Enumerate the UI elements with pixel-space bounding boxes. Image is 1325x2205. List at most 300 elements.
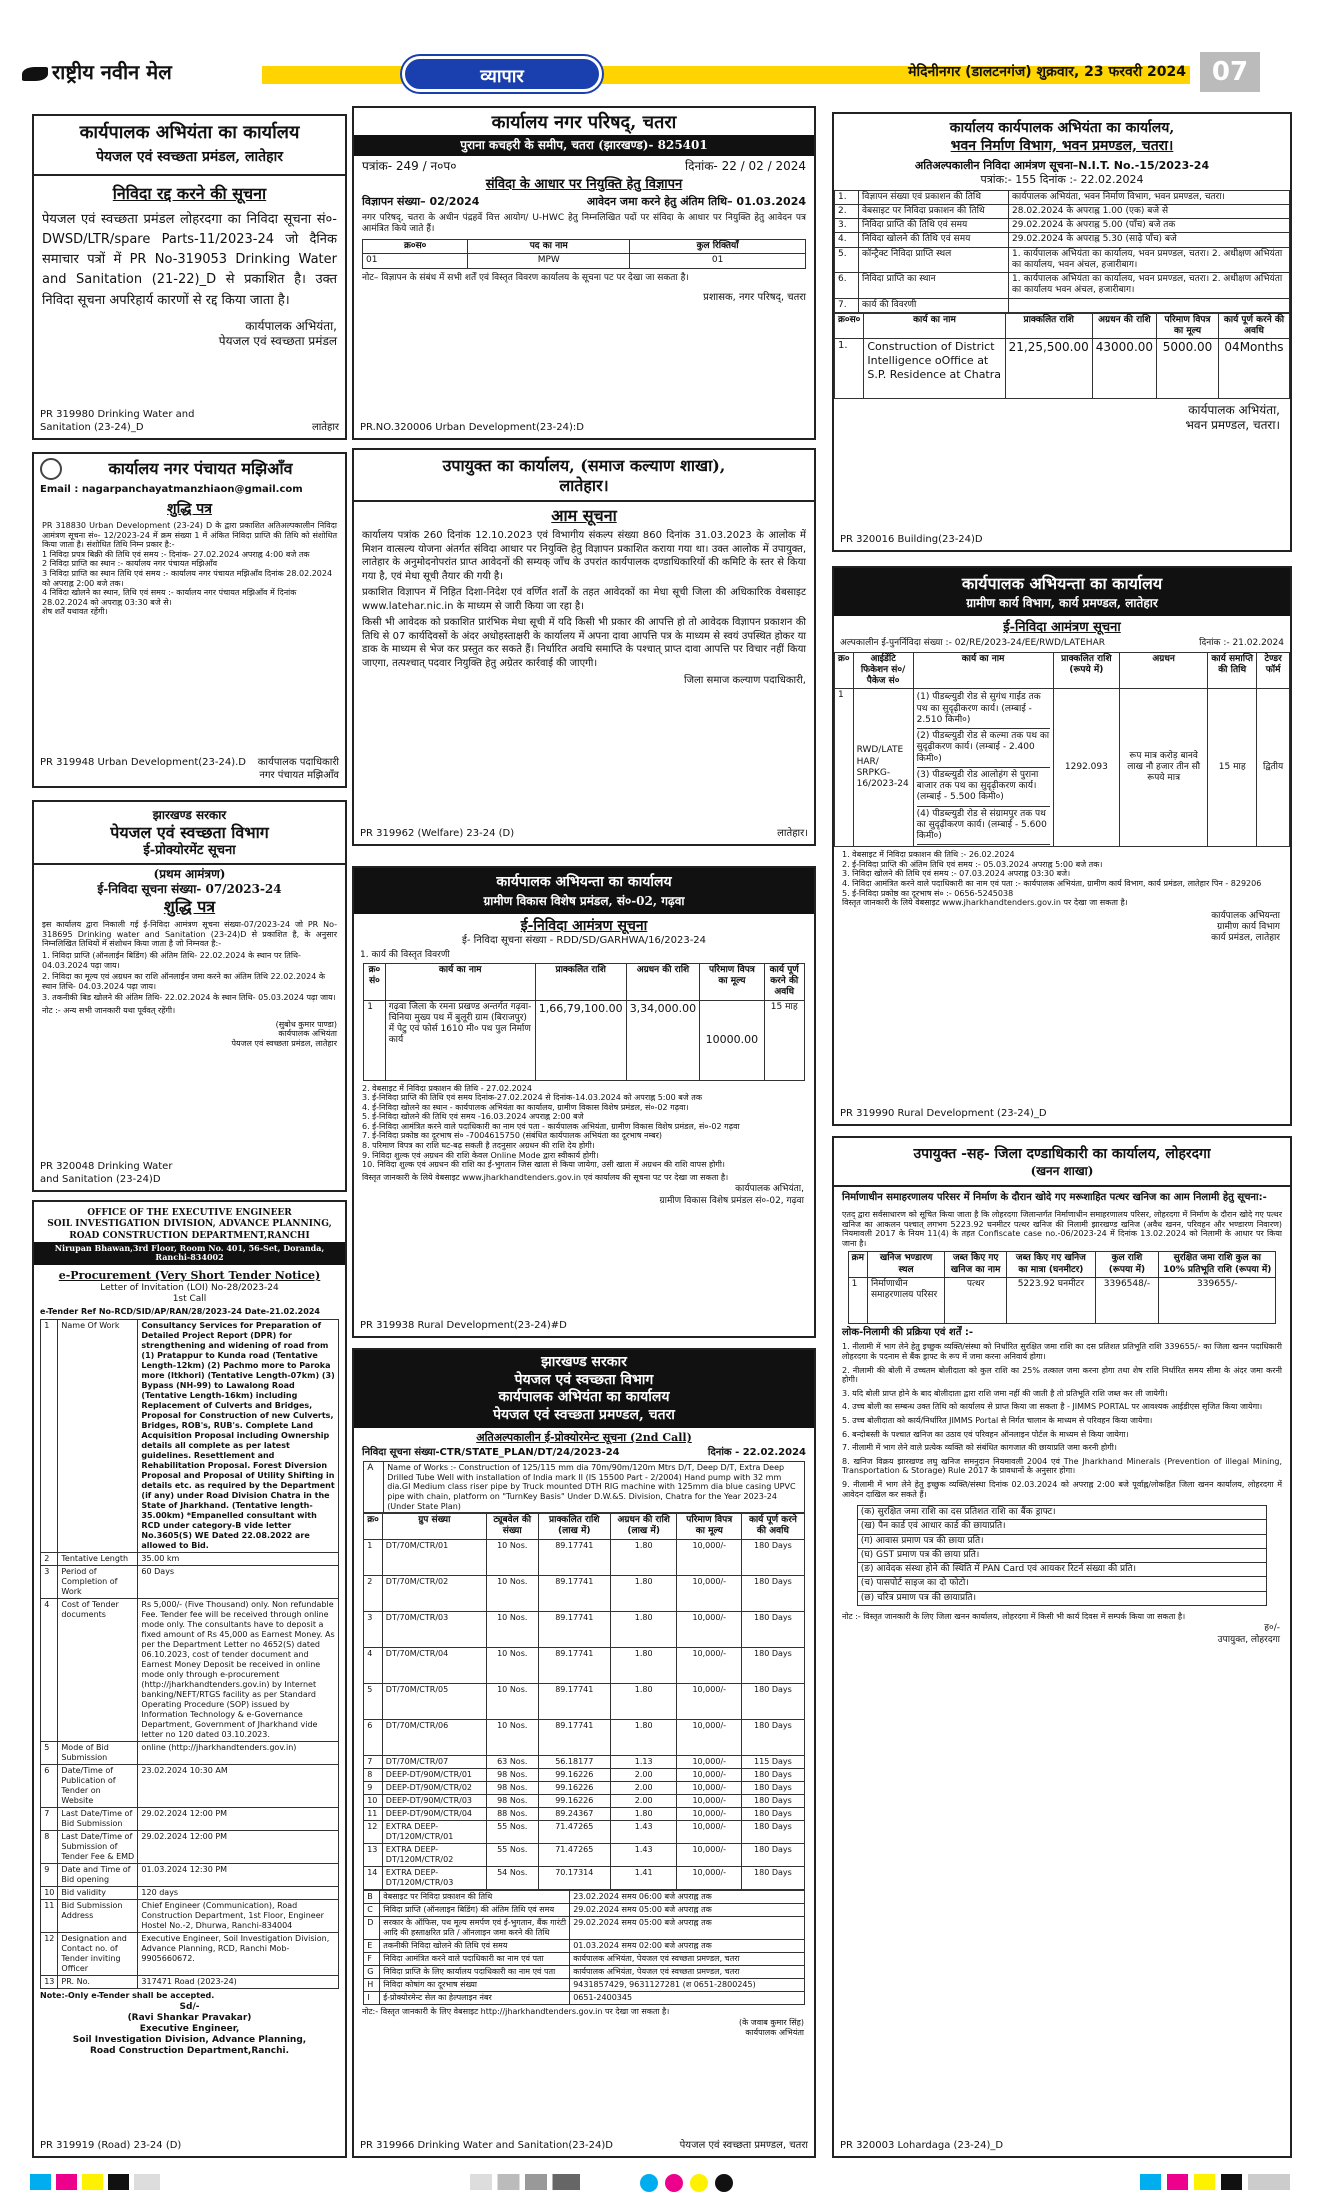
table-row (857, 1534, 1266, 1548)
table-cell: 1.80 (610, 1647, 677, 1683)
gov-label: झारखण्ड सरकार (541, 1354, 627, 1370)
date-line: मेदिनीनगर (डालटनगंज) शुक्रवार, 23 फरवरी 2024 (908, 64, 1186, 80)
table-cell: 180 Days (742, 1781, 805, 1794)
table-cell: 89.17741 (538, 1611, 610, 1647)
table-cell: (ङ) आवेदक संस्था होने की स्थिति में PAN Card एवं आयकर रिटर्न संख्या की प्रति। (857, 1563, 1266, 1577)
ad-footer (40, 2140, 339, 2153)
mineral-table (848, 1251, 1277, 1324)
vacancy-table (362, 239, 806, 269)
table-row (41, 1319, 339, 1552)
table-row (41, 1741, 339, 1764)
ad-footer (360, 422, 808, 435)
ad-subtitle: ROAD CONSTRUCTION DEPARTMENT,RANCHI (69, 1230, 310, 1241)
list-item: 10. निविदा शुल्क एवं अग्रधन की राशि का ई-भुगतान जिस खाता से किया जायेगा, उसी खाता में अग्रधन की राशि वापस होगी। (362, 1160, 725, 1170)
table-cell: 12 (364, 1820, 383, 1843)
table-cell: 3 (41, 1565, 58, 1598)
ad-rural-works-latehar (832, 566, 1292, 1126)
loi-number: Letter of Invitation (LOI) No-28/2023-24 (100, 1282, 279, 1293)
notice-heading: शुद्धि पत्र (163, 897, 216, 917)
table-row (364, 1952, 805, 1965)
table-cell: 55 Nos. (486, 1820, 538, 1843)
table-cell: 29.02.2024 12:00 PM (138, 1807, 338, 1830)
group-table (363, 1513, 805, 1890)
table-cell: 89.24367 (538, 1807, 610, 1820)
table-header: परिमाण विपत्र का मूल्य (677, 1514, 742, 1540)
signatory-line: Executive Engineer, (139, 2023, 240, 2034)
table-row (364, 1794, 805, 1807)
signatory-line: कार्यपालक अभियंता, (245, 318, 337, 333)
call-label: 1st Call (172, 1293, 207, 1304)
paper-name: राष्ट्रीय नवीन मेल (52, 60, 172, 84)
table-cell: 35.00 km (138, 1552, 338, 1565)
table-header: क्र०स० (363, 240, 468, 254)
table-row (41, 1899, 339, 1932)
table-cell: 9 (364, 1781, 383, 1794)
table-cell: DT/70M/CTR/03 (382, 1611, 486, 1647)
signatory-line: कार्यपालक पदाधिकारी (257, 757, 339, 768)
table-cell: निविदा खोलने की तिथि एवं समय (859, 233, 1009, 247)
table-cell: निर्माणाधीन समाहरणालय परिसर (867, 1277, 944, 1323)
table-cell: कार्यपालक अभियंता, पेयजल एवं स्वच्छता प्रमण्डल, चतरा (570, 1965, 805, 1978)
table-cell: 43000.00 (1092, 339, 1156, 399)
table-cell: 15 माह (1208, 689, 1257, 847)
table-cell: 10,000/- (677, 1843, 742, 1866)
table-header: क्र० (835, 652, 854, 689)
signatory-line: ग्रामीण कार्य विभाग (1217, 922, 1280, 933)
page-number: 07 (1200, 52, 1260, 92)
table-header: कार्य पूर्ण करने की अवधि (1218, 313, 1289, 339)
ad-footer (360, 1320, 808, 1333)
table-row (364, 1719, 805, 1755)
notice-heading: निर्माणाधीन समाहरणालय परिसर में निर्माण के दौरान खोदे गए मरूशाहित पत्थर खनिज का आम निलामी हेतु सूचना:- (842, 1191, 1267, 1203)
signatory-line: (सुबोध कुमार पाण्डा) (275, 1019, 337, 1029)
table-cell: DT/70M/CTR/02 (382, 1575, 486, 1611)
list-item: विस्तृत जानकारी के लिये वेबसाइट www.jharkhandtenders.gov.in पर देखा जा सकता है। (842, 898, 1128, 908)
table-cell: 10 (364, 1794, 383, 1807)
pr-number: PR 319990 Rural Development (23-24)_D (840, 1107, 1047, 1119)
ad-subtitle: लातेहार। (559, 476, 609, 495)
schedule-list (834, 847, 1290, 911)
table-cell: 1. कार्यपालक अभियंता का कार्यालय, भवन प्रमण्डल, चतरा। 2. अधीक्षण अभियंता का कार्यालय, भवन अंचल, हजारीबाग। (1009, 247, 1290, 273)
list-item: 7. नीलामी में भाग लेने वाले प्रत्येक व्यक्ति को संबंधित कागजात की छायाप्रति जमा करनी होगी। (842, 1443, 1117, 1453)
ad-subtitle: कार्यपालक अभियंता का कार्यालय (498, 1389, 670, 1405)
table-cell: 10,000/- (677, 1807, 742, 1820)
ad-footer (360, 2140, 808, 2153)
table-cell: 10,000/- (677, 1611, 742, 1647)
address-line: Nirupan Bhawan,3rd Floor, Room No. 401, 56-Set, Doranda, Ranchi-834002 (34, 1242, 345, 1265)
registration-dot (665, 2174, 683, 2192)
table-cell: 12 (41, 1932, 58, 1975)
notice-heading: निविदा रद्द करने की सूचना (112, 184, 267, 203)
list-item: 2. निविदा का मूल्य एवं अग्रधन का राशि ऑनलाईन जमा करने का अंतिम तिथि 22.02.2024 के स्थान तिथि- 04.03.2024 पढ़ा जाय। (42, 972, 325, 991)
table-cell: Date/Time of Publication of Tender on Website (58, 1764, 138, 1807)
table-cell: 2.00 (610, 1781, 677, 1794)
table-cell: 28.02.2024 के अपराह्न 1.00 (एक) बजे से (1009, 204, 1290, 218)
signatory-place: पेयजल एवं स्वच्छता प्रमण्डल, चतरा (679, 2139, 808, 2151)
table-cell: 180 Days (742, 1539, 805, 1575)
ad-bhawan-nirman-chatra (832, 112, 1292, 552)
section-label: व्यापार (402, 56, 602, 92)
ad-title: कार्यपालक अभियन्ता का कार्यालय (834, 568, 1290, 596)
table-header: अग्रधन की राशि (लाख में) (610, 1514, 677, 1540)
table-cell: 10,000/- (677, 1794, 742, 1807)
table-cell: वेबसाइट पर निविदा प्रकाशन की तिथि (859, 204, 1009, 218)
table-cell: ई-प्रोक्योरमेन्ट सेल का हेल्पलाइन नंबर (380, 1991, 570, 2004)
table-cell: 29.02.2024 समय 05:00 बजे अपराह्न तक (570, 1903, 805, 1916)
table-cell: 89.17741 (538, 1539, 610, 1575)
registration-dot (715, 2174, 733, 2192)
table-row (364, 1820, 805, 1843)
table-cell: Bid Submission Address (58, 1899, 138, 1932)
table-cell: वेबसाइट पर निविदा प्रकाशन की तिथि (380, 1890, 570, 1903)
table-cell: 120 days (138, 1886, 338, 1899)
table-cell: 29.02.2024 12:00 PM (138, 1830, 338, 1863)
table-row (364, 1903, 805, 1916)
table-row (835, 190, 1290, 204)
table-cell: DT/70M/CTR/05 (382, 1683, 486, 1719)
registration-dot (640, 2174, 658, 2192)
table-row (41, 1863, 339, 1886)
table-cell: 180 Days (742, 1768, 805, 1781)
table-cell: 01 (630, 254, 806, 268)
table-row (41, 1807, 339, 1830)
schedule-list (42, 951, 337, 1003)
table-row (364, 1939, 805, 1952)
list-item: 5. उच्च बोलीदाता को कार्य/निर्धारित JIMMS Portal से निर्गत चालान के माध्यम से परिवहन किया जायेगा। (842, 1415, 1153, 1425)
table-cell: 10,000/- (677, 1647, 742, 1683)
table-header: क्र० (364, 1514, 383, 1540)
list-item: 9. नीलामी में भाग लेने हेतु इच्छुक व्यक्ति/संस्था दिनांक 02.03.2024 को अपराह्न 2:00 बजे पूर्वाह्न/लोकहित जिला खनन कार्यालय, लोहरदगा में आवेदन दाखिल कर सकते हैं। (842, 1479, 1282, 1499)
ad-subtitle: SOIL INVESTIGATION DIVISION, ADVANCE PLANNING, (47, 1219, 332, 1230)
ad-title: उपायुक्त -सह- जिला दण्डाधिकारी का कार्यालय, लोहरदगा (913, 1146, 1211, 1162)
table-cell: 6. (835, 273, 859, 299)
table-cell: 01.03.2024 समय 02:00 बजे अपराह्न तक (570, 1939, 805, 1952)
notice-heading: ई-निविदा आमंत्रण सूचना (520, 917, 648, 934)
table-cell: 2 (41, 1552, 58, 1565)
table-cell: द्वितीय (1257, 689, 1290, 847)
table-cell: DEEP-DT/90M/CTR/02 (382, 1781, 486, 1794)
table-header: प्राक्कलित राशि (1005, 313, 1092, 339)
table-cell: 10,000/- (677, 1820, 742, 1843)
table-row (835, 204, 1290, 218)
table-header: खनिज भण्डारण स्थल (867, 1252, 944, 1278)
table-cell: 29.02.2024 के अपराह्न 5.00 (पाँच) बजे तक (1009, 219, 1290, 233)
table-cell: 8 (364, 1768, 383, 1781)
table-row (364, 1781, 805, 1794)
table-cell: Tentative Length (58, 1552, 138, 1565)
gov-label: झारखण्ड सरकार (152, 808, 227, 822)
table-cell: 10 Nos. (486, 1647, 538, 1683)
table-cell: 7. (835, 298, 859, 312)
table-header: अग्रधन की राशि (1092, 313, 1156, 339)
notice-body: एतद् द्वारा सर्वसाधारण को सूचित किया जाता है कि लोहरदगा जिलान्तर्गत निर्माणाधीन समाहरणालय परिसर, लोहरदगा में निर्माण के दौरान खोदे गए पत्थर खनिज का आकलन पश्चात् लगभग 5223.92 घनमीटर पत्थर खनिज की निलामी झारखण्ड खनिज (अवैध खनन, परिवहन और भण्डारण निवारण) नियमावली 2017 के नियम 11(4) के तहत Confiscate case no.-06/2023-24 में दिनांक 13.02.2024 को निलामी के आधार पर किया जाना है। (842, 1210, 1282, 1248)
list-item: 5. ई-निविदा प्रकोष्ठ का दूरभाष सं० :- 0656-5245038 (842, 888, 1014, 898)
table-cell: 1. (835, 190, 859, 204)
table-row (41, 1552, 339, 1565)
registration-strip-left (30, 2174, 160, 2190)
table-cell: Construction of District Intelligence oOffice at S.P. Residence at Chatra (864, 339, 1005, 399)
table-row (364, 1843, 805, 1866)
table-cell: 89.17741 (538, 1683, 610, 1719)
table-cell: 71.47265 (538, 1820, 610, 1843)
table-row (857, 1563, 1266, 1577)
table-cell: निविदा प्राप्ति (ऑनलाइन बिडिंग) की अंतिम तिथि एवं समय (380, 1903, 570, 1916)
list-item: 4. उच्च बोली का सम्बन्ध उक्त तिथि को कार्यालय से प्राप्त किया जा सकता है - JIMMS PORTAL पर आवश्यक आईडीएस सृजित किया जायेगा। (842, 1402, 1263, 1412)
table-row (364, 1991, 805, 2004)
list-item: 4. निविदा आमंत्रित करने वाले पदाधिकारी का नाम एवं पता :- कार्यपालक अभियंता, ग्रामीण कार्य विभाग, कार्य प्रमंडल, लातेहार पिन - 829206 (842, 879, 1262, 889)
ad-subtitle: ग्रामीण कार्य विभाग, कार्य प्रमण्डल, लातेहार (834, 596, 1290, 616)
signatory-line: (Ravi Shankar Pravakar) (127, 2013, 252, 2024)
table-cell: निविदा प्राप्ति का स्थान (859, 273, 1009, 299)
table-row (364, 1768, 805, 1781)
bird-logo-icon (22, 67, 48, 81)
notice-heading: आम सूचना (551, 506, 617, 525)
table-header: प्राक्कलित राशि (535, 963, 626, 1000)
notice-note: नोट:- विस्तृत जानकारी के लिए वेबसाइट http://jharkhandtenders.gov.in पर देखा जा सकता है। (362, 2006, 670, 2016)
table-cell: (छ) चरित्र प्रमाण पत्र की छायाप्रति। (857, 1591, 1266, 1605)
table-cell: 29.02.2024 समय 05:00 बजे अपराह्न तक (570, 1916, 805, 1939)
table-header: जब्त किए गए खनिज का नाम (945, 1252, 1007, 1278)
table-header: कार्य पूर्ण करने की अवधि (742, 1514, 805, 1540)
table-header: कार्य का नाम (913, 652, 1053, 689)
notice-body: नगर परिषद्, चतरा के अधीन पंद्रहवें वित्त आयोग/ U-HWC हेतु निम्नलिखित पदों पर संविदा के आधार पर नियुक्ति हेतु आवेदन पत्र आमंत्रित किये जाते हैं। (362, 212, 806, 234)
list-item: 3. निविदा खोलने की तिथि एवं समय :- 07.03.2024 अपराह्न 03:30 बजे। (842, 869, 1071, 879)
table-cell: 70.17314 (538, 1866, 610, 1889)
table-cell: DEEP-DT/90M/CTR/04 (382, 1807, 486, 1820)
table-row (364, 1647, 805, 1683)
table-cell: कार्यपालक अभियंता, भवन निर्माण विभाग, भवन प्रमण्डल, चतरा। (1009, 190, 1290, 204)
emblem-icon (40, 458, 62, 480)
table-header: क्रम (848, 1252, 867, 1278)
table-cell: 10,000/- (677, 1866, 742, 1889)
notice-heading: अतिअल्पकालीन ई-प्रोक्योरमेन्ट सूचना (2nd Call) (476, 1431, 692, 1444)
table-cell: 5 (364, 1683, 383, 1719)
table-header: सुरक्षित जमा राशि कुल का 10% प्रतिभूति राशि (रूपया में) (1159, 1252, 1276, 1278)
table-row (364, 1978, 805, 1991)
signatory-line: पेयजल एवं स्वच्छता प्रमंडल (218, 333, 337, 348)
table-cell: 1292.093 (1053, 689, 1120, 847)
list-item: 2. वेबसाइट में निविदा प्रकाशन की तिथि - 27.02.2024 (362, 1083, 532, 1093)
table-cell: 98 Nos. (486, 1781, 538, 1794)
table-cell: 98 Nos. (486, 1768, 538, 1781)
table-cell: 9 (41, 1863, 58, 1886)
table-cell: DEEP-DT/90M/CTR/03 (382, 1794, 486, 1807)
table-cell: 10,000/- (677, 1781, 742, 1794)
list-item: 6. बन्दोबस्ती के पश्चात खनिज का उठाव एवं परिवहन ऑनलाइन पोर्टल के माध्यम से किया जायेगा। (842, 1429, 1129, 1439)
tender-details-table (40, 1319, 339, 1989)
list-item: 6. ई-निविदा आमंत्रित करने वाले पदाधिकारी का नाम एवं पता - कार्यपालक अभियंता, ग्रामीण विकास विशेष प्रमंडल, सं०-02 गढ़वा (362, 1121, 740, 1131)
table-row (364, 1755, 805, 1768)
table-cell: Bid validity (58, 1886, 138, 1899)
table-cell: 5223.92 घनमीटर (1007, 1277, 1095, 1323)
table-row (41, 1932, 339, 1975)
table-cell: (ग) आवास प्रमाण पत्र की छाया प्रति। (857, 1534, 1266, 1548)
table-cell: कार्यपालक अभियंता, पेयजल एवं स्वच्छता प्रमण्डल, चतरा (570, 1952, 805, 1965)
ad-subtitle: पुराना कचहरी के समीप, चतरा (झारखण्ड)- 825401 (354, 135, 814, 156)
table-cell: 3. (835, 219, 859, 233)
table-row (364, 1575, 805, 1611)
table-cell: 180 Days (742, 1719, 805, 1755)
table-cell: EXTRA DEEP-DT/120M/CTR/02 (382, 1843, 486, 1866)
notice-body: इस कार्यालय द्वारा निकाली गई ई-निविदा आमंत्रण सूचना संख्या-07/2023-24 जो PR No-318695 Drinking water and Sanitation (23-24)D से प्रकाशित है, के अनुसार निम्नलिखित तिथियों में संशोधन किया जाता है जो निम्नवत है:- (42, 920, 337, 949)
ad-subtitle: भवन निर्माण विभाग, भवन प्रमण्डल, चतरा। (950, 137, 1174, 154)
table-cell: 14 (364, 1866, 383, 1889)
table-row (364, 1683, 805, 1719)
table-cell: 10,000/- (677, 1755, 742, 1768)
table-cell: पत्थर (945, 1277, 1007, 1323)
table-header: जब्त किए गए खनिज का मात्रा (घनमीटर) (1007, 1252, 1095, 1278)
work-description-table: A Name of Works :- Construction of 125/115 mm dia 70m/90m/120m Mtrs D/T, Deep D/T, Extra Deep Drilled Tube Well with installation of India mark II (IS 15500 Part - 2/2004) Hand pump with 32 mm dia.GI Medium class riser pipe by Truck mounted DTH RIG machine with 125mm dia blue casing UPVC pipe with chain, platform on "TurnKey Basis" Under D.W.&S. Division, Chatra for the Year 2023-24 (Under State Plan) (363, 1461, 805, 1513)
pr-number: PR 320016 Building(23-24)D (840, 533, 983, 545)
table-cell: 2. (835, 204, 859, 218)
table-header: प्राक्कलित राशि (लाख में) (538, 1514, 610, 1540)
table-cell: 1.43 (610, 1843, 677, 1866)
list-item: 2. ई-निविदा प्राप्ति की अंतिम तिथि एवं समय :- 05.03.2024 अपराह्न 5:00 बजे तक। (842, 859, 1103, 869)
tender-reference: अल्पकालीन ई-पुनर्निविदा संख्या :- 02/RE/2023-24/EE/RWD/LATEHAR (840, 638, 1105, 649)
work-table (363, 963, 805, 1081)
table-cell: निविदा आमंत्रित करने वाले पदाधिकारी का नाम एवं पता (380, 1952, 570, 1965)
signatory-line: Soil Investigation Division, Advance Planning, (72, 2034, 307, 2045)
ad-subtitle: (खनन शाखा) (1030, 1163, 1094, 1178)
table-cell: 29.02.2024 के अपराह्न 5.30 (साढ़े पाँच) बजे (1009, 233, 1290, 247)
table-cell: 180 Days (742, 1575, 805, 1611)
table-cell: निविदा प्राप्ति की तिथि एवं समय (859, 219, 1009, 233)
table-cell: I (364, 1991, 380, 2004)
table-cell: 3396548/- (1095, 1277, 1159, 1323)
table-cell: 23.02.2024 समय 06:00 बजे अपराह्न तक (570, 1890, 805, 1903)
ad-mining-lohardaga (832, 1136, 1292, 2158)
notice-body: PR 318830 Urban Development (23-24) D के द्वारा प्रकाशित अतिअल्पकालीन निविदा आमंत्रण सूचना सं०- 12/2023-24 में क्रम संख्या 1 में अंकित निविदा प्राप्ति की तिथि को संशोधित किया जाता है। संशोधित तिथि निम्न प्रकार है:- (42, 521, 337, 550)
table-cell: 1. कार्यपालक अभियंता का कार्यालय, भवन प्रमण्डल, चतरा। 2. अधीक्षण अभियंता का कार्यालय भवन अंचल, हजारीबाग। (1009, 273, 1290, 299)
schedule-list (354, 1081, 814, 1173)
table-cell: 99.16226 (538, 1768, 610, 1781)
table-cell (913, 689, 1053, 847)
ad-subtitle: ग्रामीण विकास विशेष प्रमंडल, सं०-02, गढ़वा (354, 894, 814, 914)
table-cell: 55 Nos. (486, 1843, 538, 1866)
list-item: 3. ई-निविदा प्राप्ति की तिथि एवं समय दिनांक-27.02.2024 से दिनांक-14.03.2024 को अपराह्न 5:00 बजे तक (362, 1093, 702, 1103)
list-item: 1. वेबसाइट में निविदा प्रकाशन की तिथि :- 26.02.2024 (842, 850, 1015, 860)
table-header: कुल राशि (रूपया में) (1095, 1252, 1159, 1278)
table-cell: EXTRA DEEP-DT/120M/CTR/01 (382, 1820, 486, 1843)
advert-number: विज्ञापन संख्या– 02/2024 (362, 194, 480, 208)
table-header: अग्रधन की राशि (626, 963, 699, 1000)
ad-nagar-panchayat-manjhiaon (32, 452, 347, 788)
notice-heading: ई-निविदा आमंत्रण सूचना (1003, 620, 1121, 635)
notice-body: कार्यालय पत्रांक 260 दिनांक 12.10.2023 एवं विभागीय संकल्प संख्या 860 दिनांक 31.03.2023 के आलोक में मिशन वात्सल्य योजना अंतर्गत संविदा आधार पर नियुक्ति हेतु विज्ञापन प्रकाशित कराया गया था। उक्त आलोक में उपायुक्त, लातेहार के अनुमोदनोपरांत प्राप्त आवेदनों की सम्यक् जाँच के उपरांत कार्यपालक दण्डाधिकारियों की कमिटि के स्तर से किया गया है, एवं मेधा सूची तैयार की गयी है। (362, 530, 806, 582)
table-cell: 6 (41, 1764, 58, 1807)
documents-table (857, 1505, 1267, 1606)
ad-footer (840, 2140, 1284, 2153)
table-cell: DT/70M/CTR/07 (382, 1755, 486, 1768)
call-label: (प्रथम आमंत्रण) (153, 867, 226, 882)
table-cell: 1 (835, 689, 854, 847)
table-cell: 10000.00 (700, 1000, 764, 1080)
table-cell: RWD/LATE HAR/ SRPKG-16/2023-24 (853, 689, 913, 847)
list-item: 8. परिमाण विपत्र का राशि घट-बढ़ सकती है तदनुसार अग्रधन की राशि देय होगी। (362, 1141, 595, 1151)
table-cell: कॉन्ट्रैक्ट निविदा प्राप्ति स्थल (859, 247, 1009, 273)
table-cell: 99.16226 (538, 1794, 610, 1807)
signatory-line: ग्रामीण विकास विशेष प्रमंडल सं०-02, गढ़वा (659, 1195, 804, 1206)
signatory-line: कार्यपालक अभियंता, (735, 1184, 804, 1195)
table-cell: 10,000/- (677, 1539, 742, 1575)
notice-date: दिनांक - 22.02.2024 (707, 1446, 806, 1458)
list-item: (2) पीडब्ल्युडी रोड से कल्मा तक पथ का सुदृढ़ीकरण कार्य। (लम्बाई - 2.400 किमी०) (917, 729, 1050, 768)
table-cell: Consultancy Services for Preparation of Detailed Project Report (DPR) for strengthening and widening of road from (1) Pratappur to Kunda road (Tentative Length-12km) (2) Pachmo more to Paroka more (Itkhori) (Tentative Length-07km) (3) Bypass (NH-99) to Lawalong Road (Tentative Length-16km) including Replacement of Culverts and Bridges, Proposal for Construction of new Culverts, Bridges, ROB's, RUB's. Complete Land Acquisition Proposal including Ownership details all complete as per latest guidelines. Resettlement and Rehabilitation Proposal. Forest Diversion Proposal and Proposal of Utility Shifting in details etc. as required by the Department (if any) under Road Division Chatra in the State of Jharkhand. (Tentative length-35.00km) *Empanelled consultant with RCD under category-B vide letter No.3605(S) WE Dated 22.08.2022 are allowed to Bid. (138, 1319, 338, 1552)
paper-masthead (22, 60, 172, 85)
list-item: (3) पीडब्ल्युडी रोड आलोहंग से पुराना बाजार तक पथ का सुदृढ़ीकरण कार्य। (लम्बाई - 5.500 किमी०) (917, 768, 1050, 807)
tender-reference: ई- निविदा सूचना संख्या - RDD/SD/GARHWA/16/2023-24 (461, 935, 707, 946)
table-cell: 10 Nos. (486, 1611, 538, 1647)
table-cell: निविदा प्राप्ति के लिए कार्यालय पदाधिकारी का नाम एवं पता (380, 1965, 570, 1978)
registration-dot (690, 2174, 708, 2192)
table-row (41, 1598, 339, 1741)
table-cell: 7 (41, 1807, 58, 1830)
pr-number: PR 320003 Lohardaga (23-24)_D (840, 2139, 1004, 2151)
ad-footer (360, 828, 808, 841)
table-cell: PR. No. (58, 1975, 138, 1988)
table-row (364, 1965, 805, 1978)
table-cell: 4 (364, 1647, 383, 1683)
table-row (364, 1916, 805, 1939)
table-cell: 7 (364, 1755, 383, 1768)
table-cell: (ख) पैन कार्ड एवं आधार कार्ड की छायाप्रति। (857, 1520, 1266, 1534)
table-header: अग्रधन (1120, 652, 1208, 689)
newspaper-header (22, 52, 1260, 94)
table-cell: तकनीकी निविदा खोलने की तिथि एवं समय (380, 1939, 570, 1952)
notice-note: शेष शर्तें यथावत रहेंगी। (42, 607, 108, 617)
table-row (835, 247, 1290, 273)
notice-number: निविदा सूचना संख्या-CTR/STATE_PLAN/DT/24/2023-24 (362, 1446, 620, 1458)
table-cell (1009, 298, 1290, 312)
ad-title: OFFICE OF THE EXECUTIVE ENGINEER (87, 1208, 292, 1218)
table-cell: 1.80 (610, 1719, 677, 1755)
table-cell: 4. (835, 233, 859, 247)
table-row (857, 1520, 1266, 1534)
schedule-table (363, 1890, 805, 2005)
pr-number: PR 319980 Drinking Water and Sanitation (23-24)_D (40, 409, 195, 433)
table-cell: DT/70M/CTR/06 (382, 1719, 486, 1755)
table-cell: 13 (364, 1843, 383, 1866)
tender-table (834, 652, 1290, 848)
table-cell: 10,000/- (677, 1719, 742, 1755)
notice-number: ई-निविदा सूचना संख्या- 07/2023-24 (97, 882, 282, 897)
ad-footer (40, 1161, 339, 1186)
table-cell: online (http://jharkhandtenders.gov.in) (138, 1741, 338, 1764)
ad-footer (840, 1108, 1284, 1121)
table-cell: 60 Days (138, 1565, 338, 1598)
table-cell: 23.02.2024 10:30 AM (138, 1764, 338, 1807)
table-row (848, 1277, 1276, 1323)
table-row (364, 1807, 805, 1820)
tender-reference: e-Tender Ref No-RCD/SID/AP/RAN/28/2023-24 Date-21.02.2024 (40, 1307, 320, 1317)
list-item: 3. तकनीकी बिड खोलने की अंतिम तिथि- 22.02.2024 के स्थान तिथि- 05.03.2024 पढ़ा जाय। (42, 993, 336, 1003)
ad-subtitle: पेयजल एवं स्वच्छता प्रमंडल, लातेहार (96, 148, 283, 165)
table-cell: 5 (41, 1741, 58, 1764)
table-header: ग्रुप संख्या (382, 1514, 486, 1540)
table-cell: 10,000/- (677, 1683, 742, 1719)
table-row (364, 1866, 805, 1889)
table-cell: Designation and Contact no. of Tender inviting Officer (58, 1932, 138, 1975)
nit-number: अतिअल्पकालीन निविदा आमंत्रण सूचना–N.I.T. No.-15/2023-24 (914, 159, 1210, 172)
table-cell: 180 Days (742, 1807, 805, 1820)
table-header: क्र० सं० (364, 963, 386, 1000)
table-cell: 180 Days (742, 1843, 805, 1866)
table-header: कार्य समाप्ति की तिथि (1208, 652, 1257, 689)
notice-body: प्रकाशित विज्ञापन में निहित दिशा-निदेश एवं वर्णित शर्तों के तहत आवेदकों का मेधा सूची जिला की अधिकारिक वेबसाइट www.latehar.nic.in के माध्यम से जारी किया जा रहा है। (362, 587, 806, 612)
notice-note: नोट :- विस्तृत जानकारी के लिए जिला खनन कार्यालय, लोहरदगा में किसी भी कार्य दिवस में सम्पर्क किया जा सकता है। (842, 1611, 1186, 1621)
signatory-line: प्रशासक, नगर परिषद्, चतरा (703, 291, 806, 303)
table-header: परिमाण विपत्र का मूल्य (1157, 313, 1219, 339)
